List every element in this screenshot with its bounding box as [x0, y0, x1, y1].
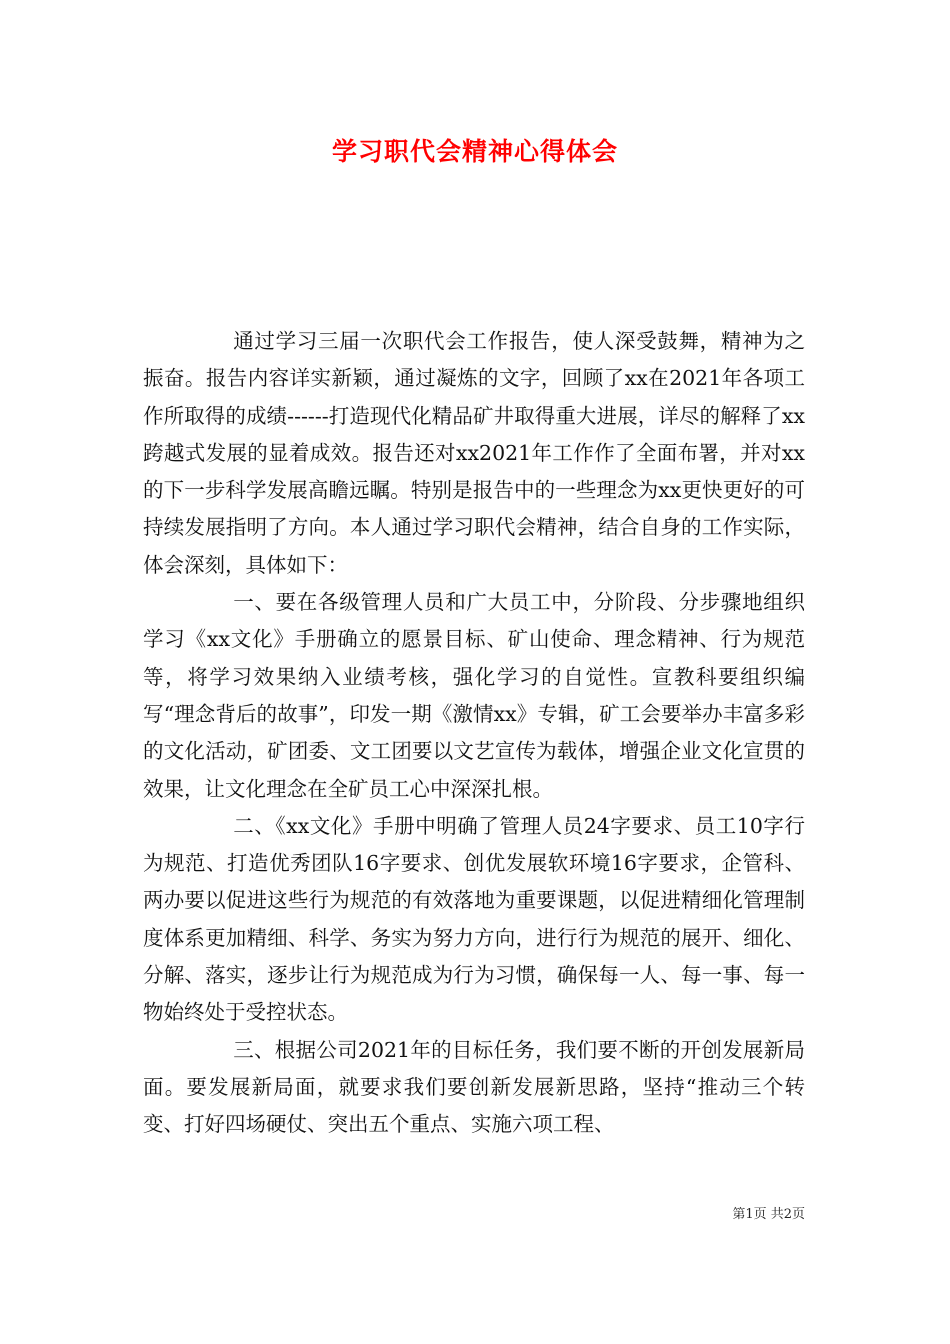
paragraph-point-three: 三、根据公司2021年的目标任务，我们要不断的开创发展新局面。要发展新局面，就要求我们要创新发展新思路，坚持“推动三个转变、打好四场硬仗、突出五个重点、实施六项工程、 — [143, 1037, 805, 1137]
paragraph-point-one: 一、要在各级管理人员和广大员工中，分阶段、分步骤地组织学习《xx文化》手册确立的愿景目标、矿山使命、理念精神、行为规范等，将学习效果纳入业绩考核，强化学习的自觉性。宣教科要组织编写“理念背后的故事”，印发一期《激情xx》专辑，矿工会要举办丰富多彩的文化活动，矿团委、文工团要以文艺宣传为载体，增强企业文化宣贯的效果，让文化理念在全矿员工心中深深扎根。 — [143, 590, 805, 801]
paragraph-point-two: 二、《xx文化》手册中明确了管理人员24字要求、员工10字行为规范、打造优秀团队16字要求、创优发展软环境16字要求，企管科、两办要以促进这些行为规范的有效落地为重要课题，以促进精细化管理制度体系更加精细、科学、务实为努力方向，进行行为规范的展开、细化、分解、落实，逐步让行为规范成为行为习惯，确保每一人、每一事、每一物始终处于受控状态。 — [143, 813, 805, 1025]
document-body — [143, 323, 805, 1144]
document-title: 学习职代会精神心得体会 — [331, 137, 618, 166]
page-number-footer: 第1页 共2页 — [732, 1207, 805, 1222]
paragraph-intro: 通过学习三届一次职代会工作报告，使人深受鼓舞，精神为之振奋。报告内容详实新颖，通过凝炼的文字，回顾了xx在2021年各项工作所取得的成绩------打造现代化精品矿井取得重大进展，详尽的解释了xx跨越式发展的显着成效。报告还对xx2021年工作作了全面布署，并对xx的下一步科学发展高瞻远瞩。特别是报告中的一些理念为xx更快更好的可持续发展指明了方向。本人通过学习职代会精神，结合自身的工作实际，体会深刻，具体如下： — [143, 329, 805, 577]
